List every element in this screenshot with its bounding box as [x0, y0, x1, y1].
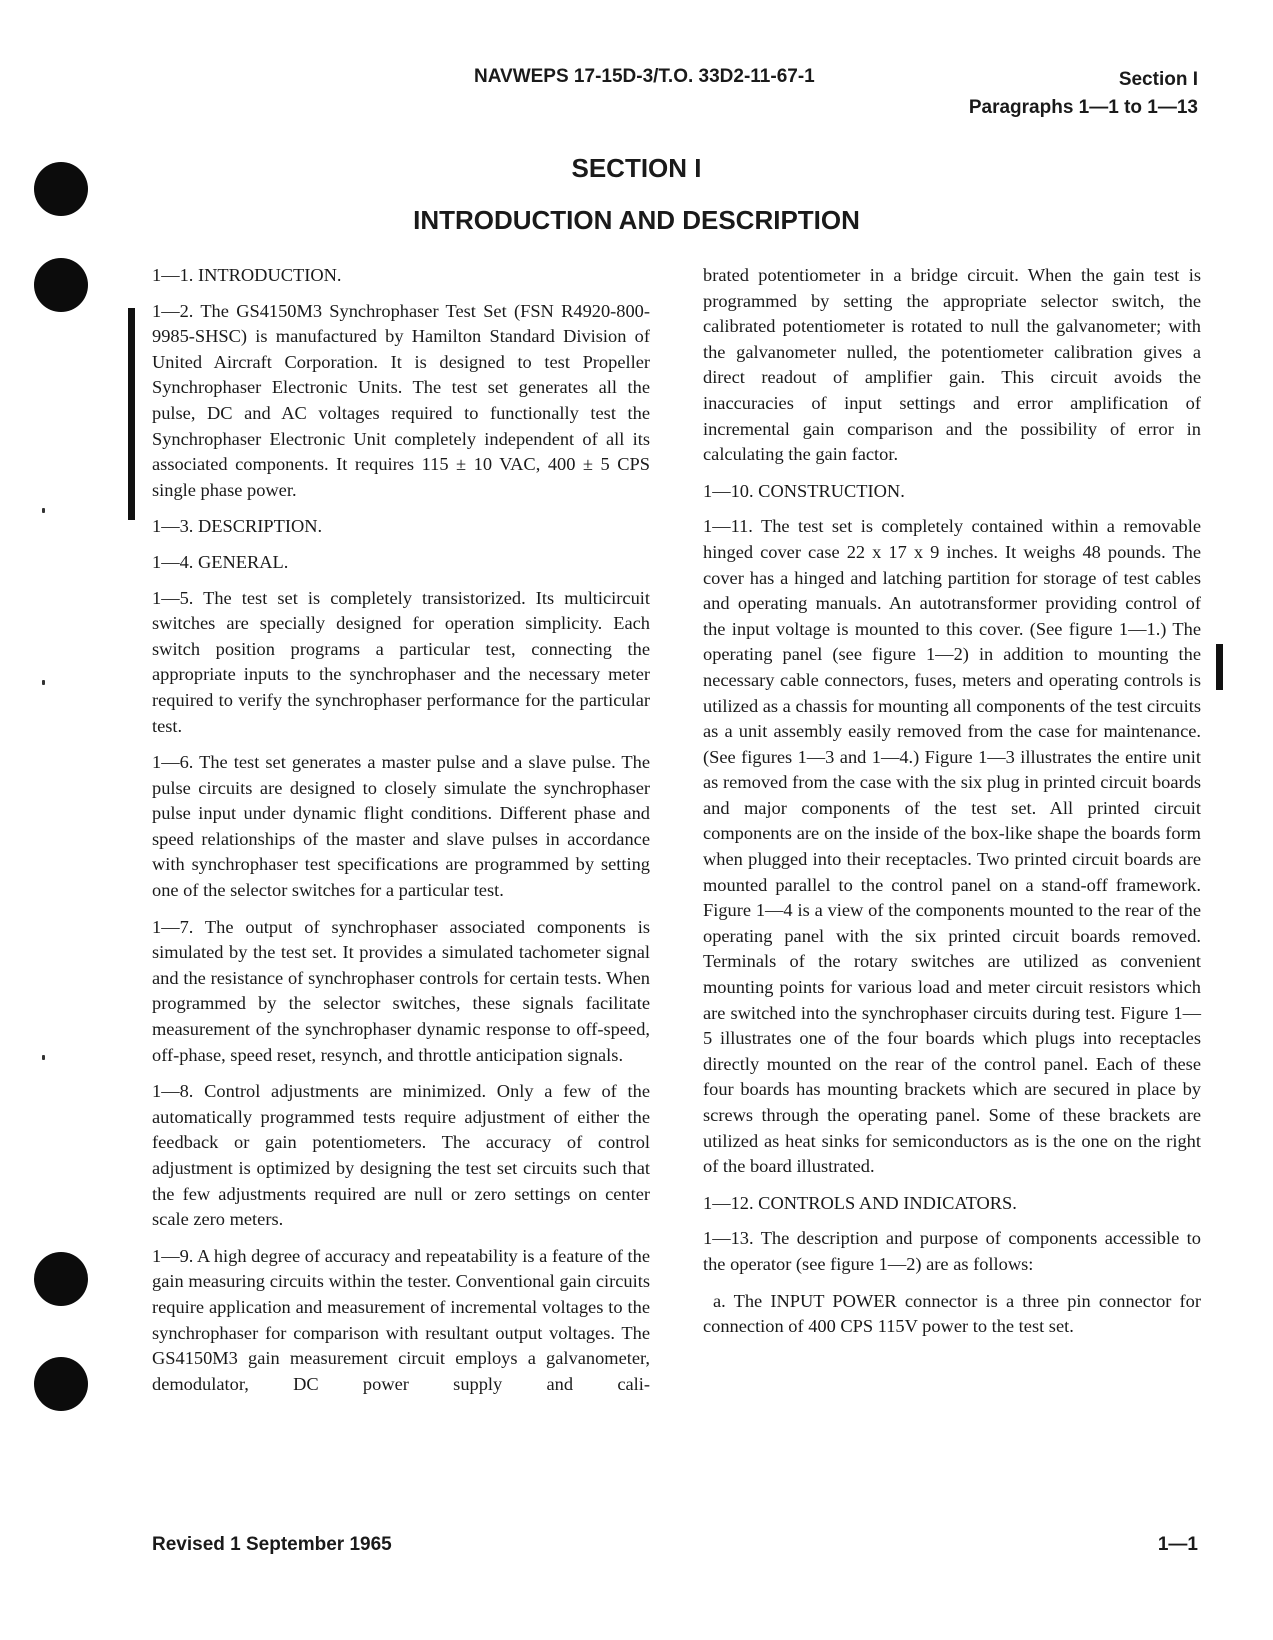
margin-speck: [42, 680, 45, 685]
paragraph: 1—2. The GS4150M3 Synchrophaser Test Set (FSN R4920-800-9985-SHSC) is manufactured by Hamilton Standard Division of United Aircraft Corporation. It is designed to test Propeller Synchrophaser Electronic Units. The test set generates all the pulse, DC and AC voltages required to functionally test the Synchrophaser Electronic Unit completely independent of all its associated components. It requires 115 ± 10 VAC, 400 ± 5 CPS single phase power.: [152, 300, 650, 500]
right-column: [703, 263, 1201, 1351]
paragraph-heading: 1—10. CONSTRUCTION.: [703, 480, 905, 501]
binder-hole-upper: [34, 258, 88, 312]
revision-date: Revised 1 September 1965: [152, 1534, 392, 1555]
binder-hole-lower: [34, 1252, 88, 1306]
section-heading: INTRODUCTION AND DESCRIPTION: [413, 205, 860, 235]
paragraph: 1—13. The description and purpose of components accessible to the operator (see figure 1—2) are as follows:: [703, 1228, 1201, 1274]
paragraph: 1—5. The test set is completely transistorized. Its multicircuit switches are specially designed for operation simplicity. Each switch position programs a particular test, connecting the appropriate inputs to the synchrophaser and the necessary meter required to verify the synchrophaser performance for the particular test.: [152, 587, 650, 736]
page-number: 1—1: [1157, 1534, 1198, 1555]
left-column: [152, 263, 650, 1408]
paragraph-heading: 1—1. INTRODUCTION.: [152, 265, 342, 285]
margin-speck: [42, 508, 45, 513]
paragraph: 1—9. A high degree of accuracy and repeatability is a feature of the gain measuring circuits within the tester. Conventional gain circuits require application and measurement of incremental voltages to the synchrophaser for comparison with resultant output voltages. The GS4150M3 gain measurement circuit employs a galvanometer, demodulator, DC power supply and cali-: [152, 1245, 650, 1394]
change-bar-right: [1216, 644, 1223, 690]
paragraph: 1—8. Control adjustments are minimized. Only a few of the automatically programmed tests require adjustment of either the feedback or gain potentiometers. The accuracy of control adjustment is optimized by designing the test set circuits such that the few adjustments required are null or zero settings on center scale zero meters.: [152, 1081, 650, 1230]
paragraph: 1—11. The test set is completely contained within a removable hinged cover case 22 x 17 x 9 inches. It weighs 48 pounds. The cover has a hinged and latching partition for storage of test cables and operating manuals. An autotransformer providing control of the input voltage is mounted to this cover. (See figure 1—1.) The operating panel (see figure 1—2) in addition to mounting the necessary cable connectors, fuses, meters and operating controls is utilized as a chassis for mounting all components of the test circuits as a unit assembly easily removed from the case for maintenance. (See figures 1—3 and 1—4.) Figure 1—3 illustrates the entire unit as removed from the case with the six plug in printed circuit boards and major components of the test set. All printed circuit components are on the inside of the box-like shape the boards form when plugged into their receptacles. Two printed circuit boards are mounted parallel to the control panel on a stand-off framework. Figure 1—4 is a view of the components mounted to the rear of the operating panel with the six printed circuit boards removed. Terminals of the rotary switches are utilized as convenient mounting points for various load and meter circuit resistors which are switched into the synchrophaser circuits during test. Figure 1—5 illustrates one of the four boards which plugs into receptacles directly mounted on the rear of the control panel. Each of these four boards has mounting brackets which are secured in place by screws through the operating panel. Some of these brackets are utilized as heat sinks for semiconductors as is the one on the right of the board illustrated.: [703, 516, 1201, 1177]
paragraph-heading: 1—12. CONTROLS AND INDICATORS.: [703, 1192, 1017, 1213]
binder-hole-bottom: [34, 1357, 88, 1411]
paragraph: 1—6. The test set generates a master pulse and a slave pulse. The pulse circuits are designed to closely simulate the synchrophaser pulse input under dynamic flight conditions. Different phase and speed relationships of the master and slave pulses in accordance with synchrophaser test specifications are programmed by setting one of the selector switches for a particular test.: [152, 752, 650, 901]
section-label: Section I: [1118, 69, 1198, 90]
document-number: NAVWEPS 17-15D-3/T.O. 33D2-11-67-1: [474, 66, 815, 87]
paragraph-heading: 1—4. GENERAL.: [152, 551, 289, 572]
margin-speck: [42, 1055, 45, 1060]
change-bar-left: [128, 308, 135, 520]
paragraph: 1—7. The output of synchrophaser associated components is simulated by the test set. It provides a simulated tachometer signal and the resistance of synchrophaser controls for certain tests. When programmed by the selector switches, these signals facilitate measurement of the synchrophaser dynamic response to off-speed, off-phase, speed reset, resynch, and throttle anticipation signals.: [152, 916, 650, 1065]
paragraph-heading: 1—3. DESCRIPTION.: [152, 516, 323, 537]
list-item: a. The INPUT POWER connector is a three pin connector for connection of 400 CPS 115V power to the test set.: [703, 1290, 1201, 1337]
paragraph-continued: brated potentiometer in a bridge circuit. When the gain test is programmed by setting the appropriate selector switch, the calibrated potentiometer is rotated to null the galvanometer; with the galvanometer nulled, the potentiometer calibration gives a direct readout of amplifier gain. This circuit avoids the inaccuracies of input settings and error amplification of incremental gain comparison and the possibility of error in calculating the gain factor.: [703, 265, 1201, 465]
section-reference: [969, 66, 1198, 122]
paragraphs-label: Paragraphs 1—1 to 1—13: [968, 97, 1198, 118]
section-title: SECTION I: [571, 153, 702, 183]
